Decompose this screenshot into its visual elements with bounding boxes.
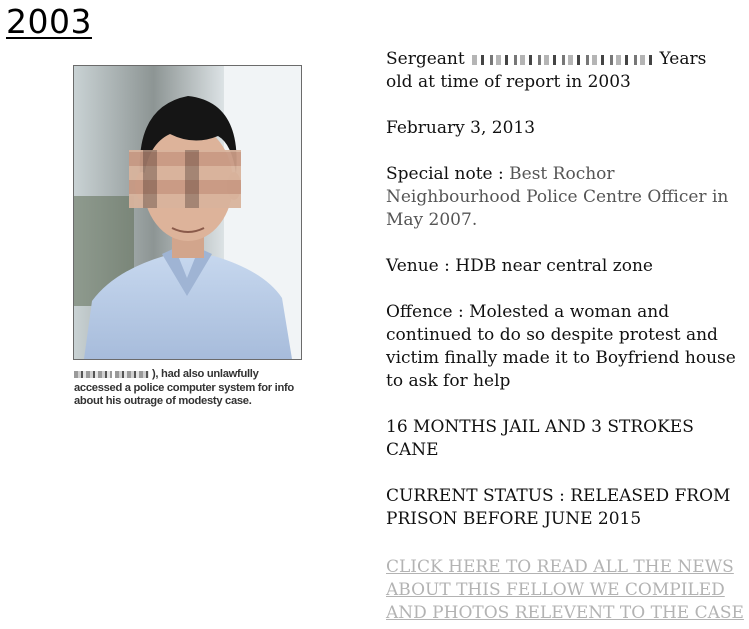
offence: Offence : Molested a woman and continued to do so despite protest and victim finally made it to Boyfriend house to ask for help — [386, 302, 736, 391]
age-suffix: Years — [659, 49, 707, 69]
face-blur-mosaic — [129, 150, 241, 208]
photo-caption — [74, 368, 306, 409]
special-note-text: Best Rochor Neighbourhood Police Centre Officer in May 2007. — [386, 164, 729, 230]
age-line: old at time of report in 2003 — [386, 72, 631, 92]
redacted-name — [472, 55, 652, 65]
redaction-mark — [115, 371, 149, 378]
news-link[interactable]: CLICK HERE TO READ ALL THE NEWS ABOUT THIS FELLOW WE COMPILED AND PHOTOS RELEVENT TO THE CASE — [386, 557, 744, 623]
report-date: February 3, 2013 — [386, 118, 536, 138]
rank-label: Sergeant — [386, 49, 465, 69]
special-note — [386, 163, 748, 232]
news-clipping — [73, 65, 302, 417]
suspect-photo-illustration — [74, 66, 301, 359]
photo-caption-text: ), had also unlawfully accessed a police computer system for info about his outrage of modesty case. — [74, 368, 294, 407]
sentence: 16 MONTHS JAIL AND 3 STROKES CANE — [386, 417, 694, 460]
subject-line — [386, 48, 748, 94]
current-status: CURRENT STATUS : RELEASED FROM PRISON BEFORE JUNE 2015 — [386, 486, 731, 529]
year-heading: 2003 — [6, 2, 92, 41]
special-note-label: Special note : — [386, 164, 504, 184]
suspect-photo — [73, 65, 302, 360]
redaction-mark — [74, 371, 112, 378]
case-details — [386, 48, 748, 554]
venue: Venue : HDB near central zone — [386, 256, 653, 276]
